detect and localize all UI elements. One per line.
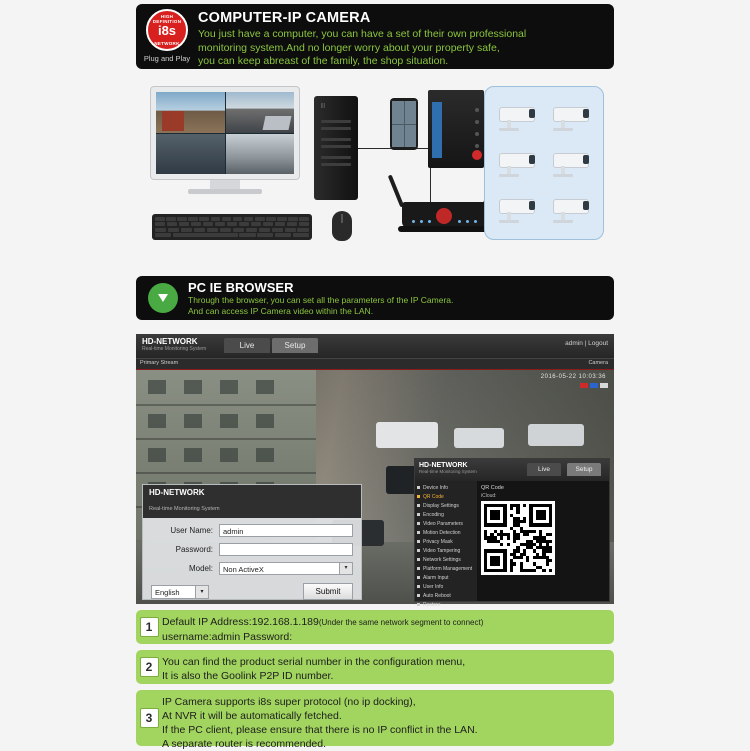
badge-arc-top: HIGH DEFINITION [152, 14, 182, 24]
menu-item-restore[interactable]: Restore [415, 600, 477, 609]
down-arrow-circle-icon [148, 283, 178, 313]
setup-panel-logo [419, 462, 477, 474]
qr-code-title: QR Code [481, 485, 504, 491]
wifi-router [402, 202, 486, 228]
setup-panel-content [477, 481, 609, 601]
badge-text: i8s [157, 22, 177, 38]
channel-label[interactable]: Camera [588, 360, 608, 366]
model-select[interactable] [219, 562, 353, 575]
menu-item-qr-code[interactable]: QR Code [415, 492, 477, 501]
keyboard-row [155, 217, 309, 221]
menu-item-motion-detection[interactable]: Motion Detection [415, 528, 477, 537]
note-3-number: 3 [140, 708, 159, 728]
browser-logo-subtitle: Real-time Monitoring System [142, 346, 207, 352]
banner1-text [198, 4, 526, 69]
qr-modules [484, 504, 552, 572]
setup-panel-body [415, 481, 609, 608]
icloud-label: iCloud: [481, 493, 497, 499]
note-3-line-4: A separate router is recommended. [162, 738, 327, 750]
monitor-cell-4 [226, 134, 295, 175]
banner1-title: COMPUTER-IP CAMERA [198, 10, 371, 26]
note-1-number-box [136, 610, 162, 644]
phone-screen [392, 101, 416, 147]
scene-car [454, 428, 504, 448]
browser-logo [142, 337, 206, 352]
keyboard-row [155, 222, 309, 226]
router-base [398, 226, 490, 232]
banner1-line-3: you can keep abreast of the family, the shop situation. [198, 55, 449, 67]
submit-button[interactable]: Submit [303, 583, 353, 600]
setup-panel-logo-subtitle: Real-time Monitoring System [419, 469, 477, 474]
login-title: HD-NETWORK [149, 488, 205, 497]
menu-item-auto-reboot[interactable]: Auto Reboot [415, 591, 477, 600]
video-preview[interactable] [136, 370, 614, 608]
monitor-cell-3 [156, 134, 225, 175]
banner1-line-1: You just have a computer, you can have a set of their own professional [198, 28, 527, 40]
note-2-line-2: It is also the Goolink P2P ID number. [162, 670, 334, 682]
system-diagram [136, 78, 614, 256]
note-2 [136, 650, 614, 684]
note-3 [136, 690, 614, 750]
username-label: User Name: [170, 526, 213, 535]
note-3-number-box [136, 690, 162, 746]
scene-car [528, 424, 584, 446]
setup-panel-logo-text: HD-NETWORK [419, 462, 468, 469]
monitor-screen [156, 92, 294, 174]
monitor-cell-1 [156, 92, 225, 133]
note-1-ip-text: Default IP Address:192.168.1.189 [162, 616, 319, 628]
login-subtitle: Real-time Monitoring System [149, 506, 220, 512]
menu-item-device-info[interactable]: Device Info [415, 483, 477, 492]
menu-item-network-settings[interactable]: Network Settings [415, 555, 477, 564]
login-dialog [142, 484, 362, 600]
username-row [151, 524, 353, 537]
setup-panel-header [415, 459, 609, 481]
browser-screenshot [136, 334, 614, 608]
note-2-body [162, 650, 471, 684]
banner-computer-ip-camera [136, 4, 614, 69]
i8s-badge-icon [146, 9, 188, 51]
browser-logo-text: HD-NETWORK [142, 337, 198, 346]
smartphone [390, 98, 418, 150]
setup-panel-screenshot [414, 458, 610, 608]
keyboard-row [155, 228, 309, 232]
scene-van [376, 422, 438, 448]
banner2-line-2: And can access IP Camera video within the LAN. [188, 305, 374, 316]
setup-panel-menu [415, 481, 477, 608]
menu-item-alarm-input[interactable]: Alarm Input [415, 573, 477, 582]
camera-group-panel [484, 86, 604, 240]
note-1-body [162, 610, 489, 644]
note-1-line-2: username:admin Password: [162, 631, 293, 643]
chevron-down-icon[interactable]: ▾ [195, 586, 208, 598]
ip-camera [545, 141, 597, 185]
chevron-down-icon[interactable]: ▾ [339, 563, 352, 574]
login-dialog-header [143, 485, 361, 518]
ip-camera [491, 95, 543, 139]
password-row [151, 543, 353, 556]
menu-item-encoding[interactable]: Encoding [415, 510, 477, 519]
ip-camera [491, 141, 543, 185]
password-input[interactable] [219, 543, 353, 556]
ip-camera [491, 187, 543, 231]
product-badge [136, 4, 198, 63]
plug-and-play-label: Plug and Play [143, 54, 191, 63]
model-row [151, 562, 353, 575]
setup-panel-tab-live[interactable]: Live [527, 463, 561, 476]
banner2-text [188, 280, 453, 317]
note-2-line-1: You can find the product serial number in the configuration menu, [162, 656, 466, 668]
language-select[interactable] [151, 585, 209, 599]
router-logo [436, 208, 452, 224]
banner2-title: PC IE BROWSER [188, 279, 294, 295]
browser-header [136, 334, 614, 359]
menu-item-user-info[interactable]: User Info [415, 582, 477, 591]
connection-indicator [472, 150, 482, 160]
menu-item-video-parameters[interactable]: Video Parameters [415, 519, 477, 528]
note-3-line-2: At NVR it will be automatically fetched. [162, 710, 342, 722]
menu-item-video-tampering[interactable]: Video Tampering [415, 546, 477, 555]
model-label: Model: [188, 564, 213, 573]
badge-arc-bottom: NETWORK [154, 41, 180, 46]
banner1-line-2: monitoring system.And no longer worry about your property safe, [198, 41, 500, 54]
setup-panel-tab-setup[interactable]: Setup [567, 463, 601, 476]
note-1 [136, 610, 614, 644]
note-3-line-3: If the PC client, please ensure that there is no IP conflict in the LAN. [162, 724, 478, 736]
banner2-line-1: Through the browser, you can set all the parameters of the IP Camera. [188, 294, 454, 305]
stream-label[interactable]: Primary Stream [140, 360, 179, 366]
menu-item-display-settings[interactable]: Display Settings [415, 501, 477, 510]
video-timestamp: 2016-05-22 10:03:36 [540, 374, 606, 380]
note-2-number-box [136, 650, 162, 684]
monitor-cell-2 [226, 92, 295, 133]
language-select-value: English [155, 587, 180, 597]
banner-pc-ie-browser [136, 276, 614, 320]
qr-code-image [481, 501, 555, 575]
monitor-base [188, 189, 262, 194]
note-1-line-1 [162, 615, 483, 630]
camera-grid [491, 95, 597, 231]
menu-item-privacy-mask[interactable]: Privacy Mask [415, 537, 477, 546]
keyboard-row [155, 233, 309, 237]
note-1-number: 1 [140, 617, 159, 637]
keyboard [152, 214, 312, 240]
nvr-panel-strip [432, 102, 442, 158]
browser-subbar [136, 359, 614, 370]
tower-brand: ||| [321, 103, 325, 109]
note-1-ip-hint: (Under the same network segment to connect) [318, 618, 484, 627]
user-logout-link[interactable]: admin | Logout [565, 340, 608, 347]
model-select-value: Non ActiveX [223, 565, 264, 574]
ip-camera [545, 187, 597, 231]
tab-live[interactable]: Live [224, 338, 270, 353]
username-input[interactable]: admin [219, 524, 353, 537]
note-3-line-1: IP Camera supports i8s super protocol (no ip docking), [162, 696, 416, 708]
mouse [332, 211, 352, 241]
monitor [150, 86, 300, 180]
flag-icons [580, 383, 608, 388]
ip-camera [545, 95, 597, 139]
note-2-number: 2 [140, 657, 159, 677]
tab-setup[interactable]: Setup [272, 338, 318, 353]
login-actions [151, 583, 353, 600]
password-label: Password: [175, 545, 213, 554]
menu-item-platform-management[interactable]: Platform Management [415, 564, 477, 573]
desktop-tower-pc [314, 96, 358, 200]
note-3-body [162, 690, 484, 750]
